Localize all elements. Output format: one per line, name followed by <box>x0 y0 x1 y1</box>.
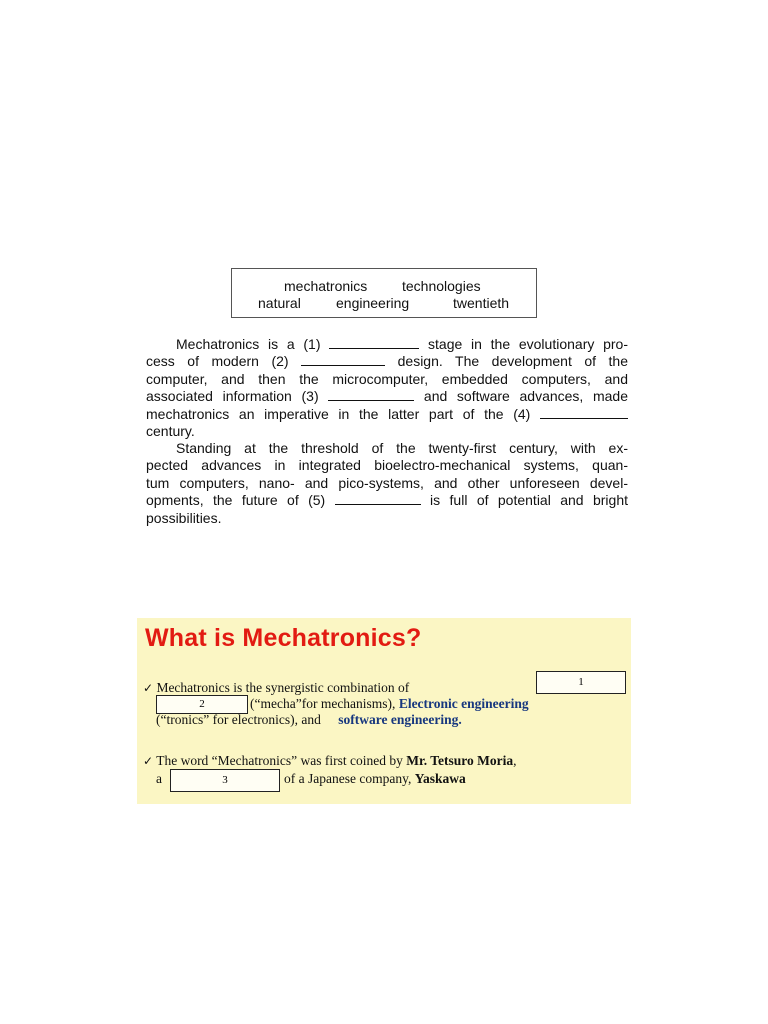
person-name: Mr. Tetsuro Moria <box>406 753 514 768</box>
paragraph-line: Standing at the threshold of the twenty-first century, with ex- <box>176 440 628 456</box>
text-span: Mechatronics is the synergistic combination of <box>156 680 410 695</box>
answer-box-2[interactable]: 2 <box>156 695 248 714</box>
answer-box-1[interactable]: 1 <box>536 671 626 694</box>
paragraph-1 <box>146 336 628 440</box>
text-span: is full of potential and bright <box>430 492 629 509</box>
text-span: mechatronics an imperative in the latter part of the (4) <box>146 405 531 422</box>
word-bank-item: twentieth <box>453 295 510 311</box>
text-span: associated information (3) <box>146 388 319 405</box>
paragraph-line: computer, and then the microcomputer, embedded computers, and <box>146 370 628 387</box>
paragraph-line <box>146 492 628 509</box>
blank-1[interactable] <box>329 337 419 349</box>
paragraph-line <box>146 388 628 405</box>
text-span: (“tronics” for electronics), and <box>156 712 321 727</box>
bullet-line <box>143 680 409 696</box>
mechatronics-slide <box>137 618 631 804</box>
word-bank-item: mechatronics <box>284 278 368 294</box>
text-span: and software advances, made <box>423 388 628 405</box>
blank-2[interactable] <box>301 354 385 366</box>
bullet-line <box>143 753 517 769</box>
text-span: design. The development of the <box>397 353 628 370</box>
paragraph-line: possibilities. <box>146 509 222 526</box>
blank-4[interactable] <box>540 407 628 419</box>
bullet-line <box>156 771 162 787</box>
software-engineering-text: software engineering. <box>338 712 462 727</box>
paragraph-line: tum computers, nano- and pico-systems, and other unforeseen devel- <box>146 474 628 491</box>
check-icon: ✓ <box>143 754 154 768</box>
electronic-engineering-text: Electronic engineering <box>398 696 529 711</box>
slide-title: What is Mechatronics? <box>145 624 422 652</box>
word-bank-item: natural <box>258 295 301 311</box>
word-bank-box <box>231 268 537 318</box>
paragraph-line: century. <box>146 422 195 439</box>
paragraph-2 <box>146 440 628 527</box>
text-span: , <box>513 753 517 768</box>
bullet-line <box>250 696 529 712</box>
text-span: cess of modern (2) <box>146 353 289 370</box>
company-name: Yaskawa <box>414 771 466 786</box>
blank-3[interactable] <box>328 389 414 401</box>
check-icon: ✓ <box>143 681 154 695</box>
word-bank-item: engineering <box>336 295 410 311</box>
paragraph-line <box>146 406 628 423</box>
text-span: of a Japanese company, <box>284 771 412 786</box>
text-span: a <box>156 771 162 786</box>
paragraph-line <box>146 353 628 370</box>
bullet-line <box>284 771 466 787</box>
text-span: The word “Mechatronics” was first coined by <box>156 753 403 768</box>
blank-5[interactable] <box>335 493 421 505</box>
text-span: Mechatronics is a (1) <box>176 336 321 352</box>
paragraph-line <box>146 336 628 353</box>
text-span: opments, the future of (5) <box>146 492 326 509</box>
text-span: (“mecha”for mechanisms), <box>250 696 396 711</box>
text-span: stage in the evolutionary pro- <box>428 336 628 352</box>
bullet-line <box>156 712 462 728</box>
answer-box-3[interactable]: 3 <box>170 769 280 792</box>
paragraph-line: pected advances in integrated bioelectro-mechanical systems, quan- <box>146 457 628 474</box>
word-bank-item: technologies <box>402 278 481 294</box>
